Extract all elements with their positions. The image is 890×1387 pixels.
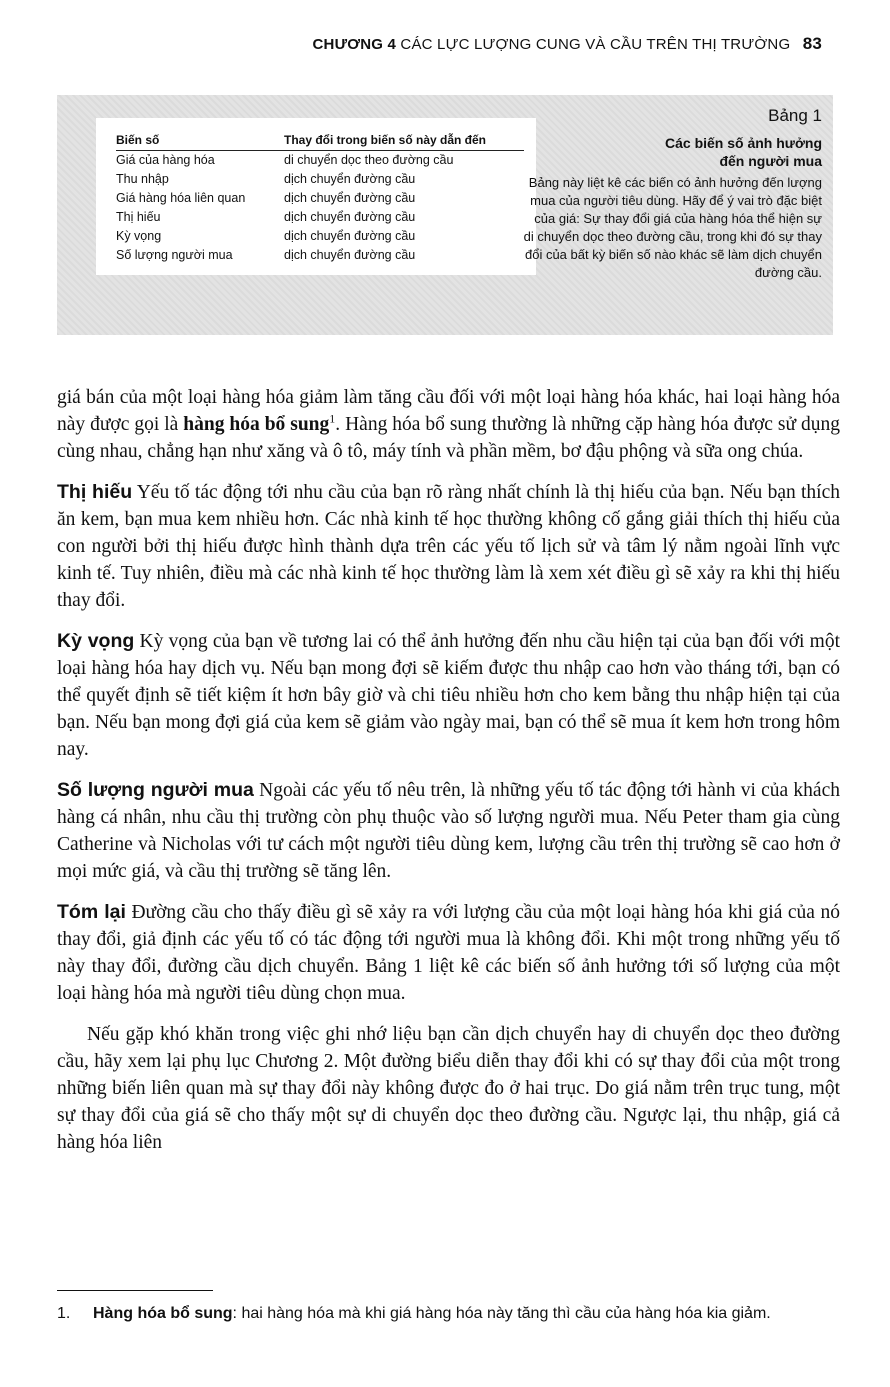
paragraph-text: Yếu tố tác động tới nhu cầu của bạn rõ ràng nhất chính là thị hiếu của bạn. Nếu bạn thích ăn kem, bạn mua kem nhiều hơn. Các nhà kinh tế học thường không cố gắng giải thích thị hiếu của con người bởi thị hiếu được hình thành dựa trên các yếu tố lịch sử và tâm lý nằm ngoài lĩnh vực kinh tế. Tuy nhiên, điều mà các nhà kinh tế học thường làm là xem xét điều gì sẽ xảy ra khi thị hiếu thay đổi. — [57, 482, 841, 611]
table-row — [116, 227, 524, 246]
table-caption — [522, 104, 822, 282]
table-row — [116, 170, 524, 189]
chapter-title: CÁC LỰC LƯỢNG CUNG VÀ CẦU TRÊN THỊ TRƯỜNG — [400, 36, 791, 53]
table-cell-effect: dịch chuyển đường cầu — [284, 172, 416, 186]
column-header-variable: Biến số — [116, 133, 160, 147]
paragraph-summary — [57, 899, 840, 1007]
paragraph-expectations — [57, 628, 840, 763]
paragraph-heading: Thị hiếu — [57, 481, 133, 503]
footnote-reference: 1 — [329, 411, 336, 426]
paragraph-text: Ngoài các yếu tố nêu trên, là những yếu tố tác động tới hành vi của khách hàng cá nhân, nhu cầu thị trường còn phụ thuộc vào số lượng người mua. Nếu Peter tham gia cùng Catherine và Nicholas với tư cách một người tiêu dùng kem, lượng cầu trên thị trường sẽ cao hơn ở mọi mức giá, và cầu thị trường sẽ tăng lên. — [57, 780, 840, 882]
paragraph-heading: Kỳ vọng — [57, 630, 135, 652]
paragraph-text: Đường cầu cho thấy điều gì sẽ xảy ra với lượng cầu của một loại hàng hóa khi giá của nó thay đổi, giả định các yếu tố có tác động tới người mua là không đổi. Khi một trong những yếu tố này thay đổi, đường cầu dịch chuyển. Bảng 1 liệt kê các biến số ảnh hưởng tới số lượng của một loại hàng hóa mà người tiêu dùng chọn mua. — [57, 902, 840, 1004]
paragraph-heading: Tóm lại — [57, 901, 126, 923]
paragraph-text: . Hàng hóa bổ sung thường là những cặp hàng hóa được sử dụng cùng nhau, chẳng hạn như xăng và ô tô, máy tính và phần mềm, bơ đậu phộng và sữa ong chúa. — [57, 414, 840, 462]
table-header-row — [116, 131, 524, 151]
paragraph-number-of-buyers — [57, 777, 840, 885]
footnote-number: 1. — [57, 1305, 71, 1322]
table-cell-variable: Kỳ vọng — [116, 229, 162, 243]
table-cell-variable: Giá hàng hóa liên quan — [116, 191, 246, 205]
body-text — [57, 384, 840, 1170]
table-cell-variable: Số lượng người mua — [116, 248, 233, 262]
caption-title-line-2: đến người mua — [719, 153, 822, 169]
table-row — [116, 246, 524, 265]
table-row — [116, 151, 524, 171]
paragraph-text: Kỳ vọng của bạn về tương lai có thể ảnh hưởng đến nhu cầu hiện tại của bạn đối với một loại hàng hóa hay dịch vụ. Nếu bạn mong đợi sẽ kiếm được thu nhập cao hơn vào tháng tới, bạn có thể quyết định sẽ tiết kiệm ít hơn bây giờ và chi tiêu nhiều hơn cho kem bằng thu nhập hiện tại của bạn. Nếu bạn mong đợi giá của kem sẽ giảm vào ngày mai, bạn có thể sẽ mua ít kem hơn trong hôm nay. — [57, 631, 840, 760]
footnote-text: : hai hàng hóa mà khi giá hàng hóa này tăng thì cầu của hàng hóa kia giảm. — [232, 1305, 771, 1322]
caption-title-line-1: Các biến số ảnh hưởng — [665, 135, 822, 151]
page-number: 83 — [802, 34, 822, 53]
page-header — [313, 34, 822, 54]
chapter-label: CHƯƠNG 4 — [312, 36, 397, 53]
table-cell-effect: dịch chuyển đường cầu — [284, 210, 416, 224]
term-complements: hàng hóa bổ sung — [183, 414, 330, 435]
table-cell-variable: Thu nhập — [116, 172, 169, 186]
variables-table — [116, 131, 524, 265]
table-cell-variable: Giá của hàng hóa — [116, 153, 215, 167]
paragraph-heading: Số lượng người mua — [57, 779, 254, 801]
table-cell-effect: di chuyển dọc theo đường cầu — [284, 153, 454, 167]
footnote-divider — [57, 1290, 213, 1291]
paragraph-complements — [57, 384, 840, 465]
table-cell-variable: Thị hiếu — [116, 210, 161, 224]
caption-description: Bảng này liệt kê các biến có ảnh hưởng đến lượng mua của người tiêu dùng. Hãy để ý vai trò đặc biệt của giá: Sự thay đổi giá của hàng hóa thể hiện sự di chuyển dọc theo đường cầu, trong khi đó sự thay đổi của bất kỳ biến số nào khác sẽ làm dịch chuyển đường cầu. — [523, 175, 822, 280]
paragraph-text: giá bán của một loại hàng hóa giảm làm tăng cầu đối với một loại hàng hóa khác, hai loại hàng hóa này được gọi là — [57, 387, 840, 435]
table-cell-effect: dịch chuyển đường cầu — [284, 191, 416, 205]
paragraph-shift-vs-movement: Nếu gặp khó khăn trong việc ghi nhớ liệu bạn cần dịch chuyển hay di chuyển dọc theo đường cầu, hãy xem lại phụ lục Chương 2. Một đường biểu diễn thay đổi khi có sự thay đổi của một trong những biến liên quan mà sự thay đổi này không được đo ở hai trục. Do giá nằm trên trục tung, một sự thay đổi của giá sẽ cho thấy một sự di chuyển dọc theo đường cầu. Ngược lại, thu nhập, giá cả hàng hóa liên — [57, 1024, 840, 1153]
paragraph-tastes — [57, 479, 840, 614]
table-row — [116, 189, 524, 208]
column-header-change: Thay đổi trong biến số này dẫn đến — [284, 133, 487, 147]
table-cell-effect: dịch chuyển đường cầu — [284, 248, 416, 262]
table-cell-effect: dịch chuyển đường cầu — [284, 229, 416, 243]
footnote-term: Hàng hóa bổ sung — [93, 1305, 233, 1322]
table-row — [116, 208, 524, 227]
caption-title — [522, 134, 822, 170]
footnote — [57, 1302, 840, 1326]
caption-number: Bảng 1 — [768, 106, 822, 125]
